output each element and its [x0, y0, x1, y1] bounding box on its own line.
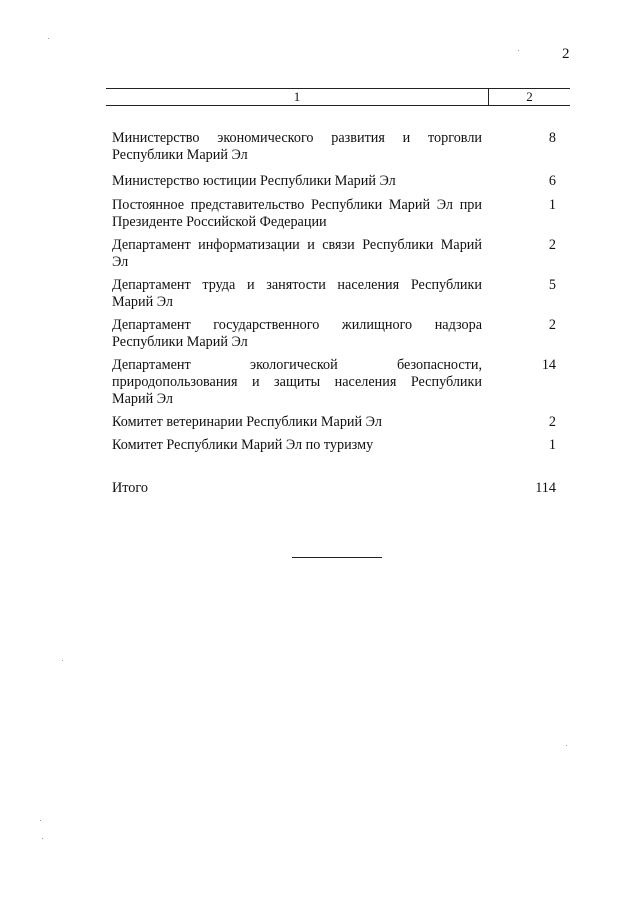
total-label: Итого [112, 480, 148, 496]
row-name: Департамент государственного жилищного надзора Республики Марий Эл [112, 317, 482, 350]
closing-separator-line [292, 557, 382, 558]
row-name: Министерство экономического развития и торговли Республики Марий Эл [112, 130, 482, 163]
table-row [112, 237, 556, 271]
row-count: 1 [548, 197, 556, 213]
row-name: Комитет Республики Марий Эл по туризму [112, 437, 374, 453]
row-count: 2 [548, 414, 556, 430]
scan-speck [62, 660, 63, 661]
table-header [106, 88, 570, 106]
table-row [112, 414, 556, 431]
table-row [112, 130, 556, 164]
row-count: 2 [548, 317, 556, 333]
row-name: Департамент информатизации и связи Республики Марий Эл [112, 237, 482, 270]
row-count: 1 [548, 437, 556, 453]
page-number: 2 [562, 46, 570, 62]
row-name: Министерство юстиции Республики Марий Эл [112, 173, 396, 189]
row-count: 2 [548, 237, 556, 253]
column-header-1: 1 [106, 89, 489, 105]
row-name: Департамент труда и занятости населения Республики Марий Эл [112, 277, 482, 310]
row-count: 5 [548, 277, 556, 293]
row-name: Комитет ветеринарии Республики Марий Эл [112, 414, 382, 430]
row-count: 14 [541, 357, 556, 373]
scan-speck [518, 50, 519, 51]
row-count: 8 [548, 130, 556, 146]
table-body [112, 130, 556, 497]
table-row [112, 437, 556, 454]
scan-speck [48, 38, 49, 39]
table-row [112, 277, 556, 311]
table-row [112, 317, 556, 351]
table-row [112, 197, 556, 231]
row-name: Департамент экологической безопасности, природопользования и защиты населения Республики Марий Эл [112, 357, 482, 407]
total-value: 114 [535, 480, 556, 496]
table-row [112, 357, 556, 408]
scan-speck [42, 838, 43, 839]
total-row [112, 480, 556, 497]
row-name: Постоянное представительство Республики Марий Эл при Президенте Российской Федерации [112, 197, 482, 230]
table-row [112, 173, 556, 190]
row-count: 6 [548, 173, 556, 189]
column-header-2: 2 [526, 89, 533, 104]
scan-speck [40, 820, 41, 821]
scan-speck [566, 745, 567, 746]
